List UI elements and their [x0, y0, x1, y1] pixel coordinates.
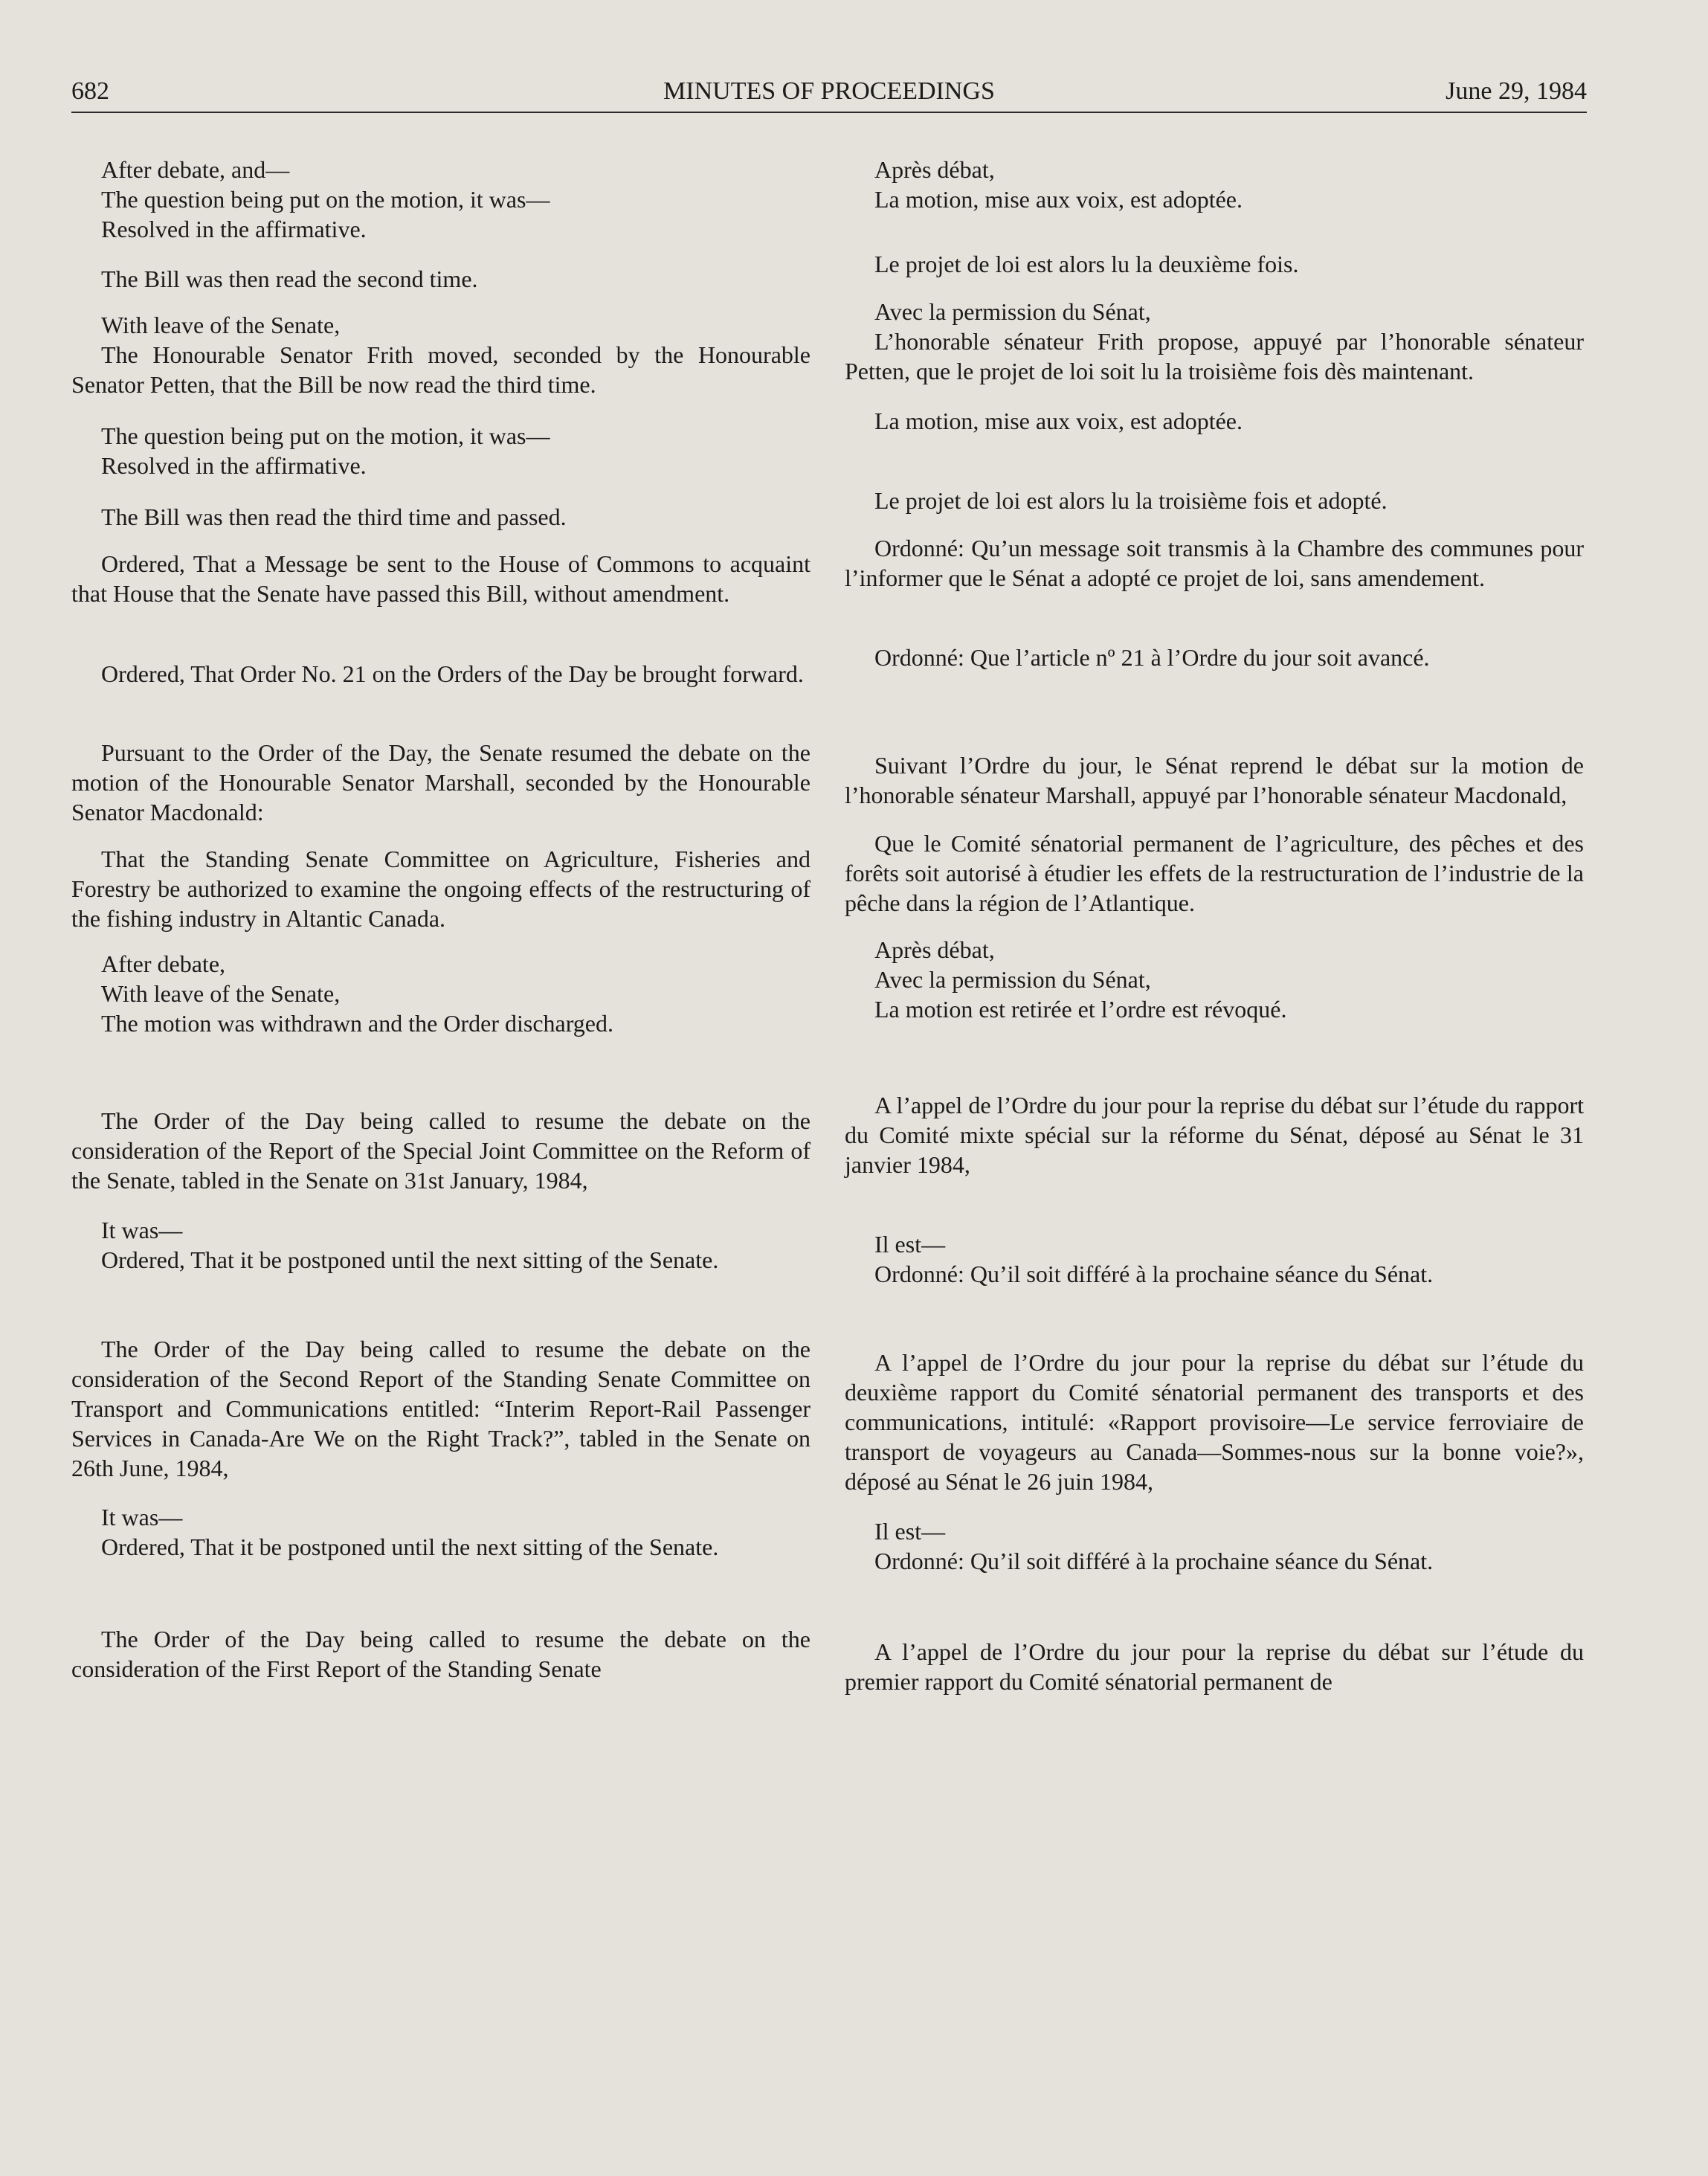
paragraph-en-5	[71, 502, 811, 532]
paragraph: Que le Comité sénatorial permanent de l’agriculture, des pêches et des forêts soit autorisé à étudier les effets de la restructuration de l’industrie de la pêche dans la région de l’Atlantique.	[845, 830, 1584, 916]
paragraph: La motion, mise aux voix, est adoptée.	[874, 408, 1243, 434]
paragraph: Ordered, That it be postponed until the next sitting of the Senate.	[101, 1246, 719, 1273]
line: Resolved in the affirmative.	[101, 452, 367, 479]
paragraph-fr-11	[845, 1090, 1584, 1179]
paragraph-fr-9	[845, 828, 1584, 918]
line: Resolved in the affirmative.	[101, 216, 367, 242]
paragraph-en-15	[71, 1624, 811, 1684]
paragraph: Ordered, That it be postponed until the next sitting of the Senate.	[101, 1533, 719, 1560]
line: After debate,	[101, 950, 226, 977]
paragraph-fr-6	[845, 533, 1584, 593]
french-column	[845, 155, 1584, 1696]
line: After debate, and—	[101, 156, 290, 183]
line: Ordonné: Qu’il soit différé à la prochaine séance du Sénat.	[874, 1261, 1434, 1287]
paragraph: The Order of the Day being called to resume the debate on the consideration of the Second Report of the Standing Senate Committee on Transport and Communications entitled: “Interim Report-Rail Passenger Services in Canada-Are We on the Right Track?”, tabled in the Senate on 26th June, 1984,	[71, 1336, 811, 1481]
paragraph: The Bill was then read the second time.	[101, 265, 478, 292]
paragraph-fr-2	[845, 249, 1584, 279]
paragraph: Ordered, That a Message be sent to the House of Commons to acquaint that House that the Senate have passed this Bill, without amendment.	[71, 550, 811, 607]
running-header	[71, 77, 1587, 115]
page-number: 682	[71, 77, 109, 105]
paragraph-en-7	[71, 659, 811, 689]
paragraph: The Bill was then read the third time and passed.	[101, 503, 567, 530]
line: La motion, mise aux voix, est adoptée.	[874, 186, 1243, 213]
paragraph: A l’appel de l’Ordre du jour pour la reprise du débat sur l’étude du premier rapport du Comité sénatorial permanent de	[845, 1638, 1584, 1695]
paragraph: Ordonné: Qu’un message soit transmis à la Chambre des communes pour l’informer que le Sénat a adopté ce projet de loi, sans amendement.	[845, 535, 1584, 591]
paragraph: Suivant l’Ordre du jour, le Sénat reprend le débat sur la motion de l’honorable sénateur Marshall, appuyé par l’honorable sénateur Macdonald,	[845, 752, 1584, 808]
paragraph-en-8	[71, 738, 811, 827]
paragraph-en-2	[71, 264, 811, 294]
paragraph: A l’appel de l’Ordre du jour pour la reprise du débat sur l’étude du deuxième rapport du Comité sénatorial permanent des transports et des communications, intitulé: «Rapport provisoire—Le service ferroviaire de transport de voyageurs au Canada—Sommes-nous sur la bonne voie?», déposé au Sénat le 26 juin 1984,	[845, 1349, 1584, 1495]
line: The motion was withdrawn and the Order discharged.	[101, 1010, 613, 1037]
paragraph-en-13	[71, 1334, 811, 1483]
paragraph-en-11	[71, 1106, 811, 1195]
line: Il est—	[874, 1518, 946, 1545]
line: Avec la permission du Sénat,	[874, 966, 1151, 993]
line: It was—	[101, 1217, 183, 1243]
page-title: MINUTES OF PROCEEDINGS	[663, 77, 995, 105]
line: Avec la permission du Sénat,	[874, 298, 1151, 325]
paragraph-fr-14	[845, 1516, 1584, 1576]
line: The question being put on the motion, it was—	[101, 422, 550, 449]
paragraph: A l’appel de l’Ordre du jour pour la reprise du débat sur l’étude du rapport du Comité mixte spécial sur la réforme du Sénat, déposé au Sénat le 31 janvier 1984,	[845, 1092, 1584, 1178]
paragraph-fr-3	[845, 297, 1584, 386]
paragraph: The Honourable Senator Frith moved, seconded by the Honourable Senator Petten, that the Bill be now read the third time.	[71, 341, 811, 398]
paragraph: Ordonné: Que l’article nº 21 à l’Ordre du jour soit avancé.	[874, 644, 1430, 671]
paragraph-en-12	[71, 1215, 811, 1275]
paragraph-fr-15	[845, 1637, 1584, 1696]
paragraph-en-10	[71, 949, 811, 1038]
paragraph-en-6	[71, 549, 811, 608]
paragraph-fr-1	[845, 155, 1584, 214]
line: With leave of the Senate,	[101, 312, 341, 338]
line: Il est—	[874, 1231, 946, 1258]
paragraph-fr-12	[845, 1229, 1584, 1289]
paragraph-fr-13	[845, 1348, 1584, 1496]
line: The question being put on the motion, it was—	[101, 186, 550, 213]
paragraph-en-9	[71, 844, 811, 933]
line: Après débat,	[874, 156, 995, 183]
line: It was—	[101, 1504, 183, 1530]
paragraph: L’honorable sénateur Frith propose, appuyé par l’honorable sénateur Petten, que le projet de loi soit lu la troisième fois dès maintenant.	[845, 328, 1584, 384]
line: La motion est retirée et l’ordre est révoqué.	[874, 996, 1287, 1023]
paragraph-fr-10	[845, 935, 1584, 1024]
paragraph: Le projet de loi est alors lu la troisième fois et adopté.	[874, 487, 1388, 514]
paragraph-en-1	[71, 155, 811, 244]
paragraph-en-3	[71, 310, 811, 399]
line: With leave of the Senate,	[101, 980, 341, 1007]
line: Ordonné: Qu’il soit différé à la prochaine séance du Sénat.	[874, 1548, 1434, 1574]
page-date: June 29, 1984	[1446, 77, 1587, 105]
paragraph: That the Standing Senate Committee on Agriculture, Fisheries and Forestry be authorized to examine the ongoing effects of the restructuring of the fishing industry in Altantic Canada.	[71, 846, 811, 932]
paragraph-fr-5	[845, 486, 1584, 515]
paragraph-fr-4	[845, 406, 1584, 436]
paragraph-fr-7	[845, 643, 1584, 672]
paragraph: The Order of the Day being called to resume the debate on the consideration of the Report of the Special Joint Committee on the Reform of the Senate, tabled in the Senate on 31st January, 1984,	[71, 1107, 811, 1194]
english-column	[71, 155, 811, 1684]
paragraph: Pursuant to the Order of the Day, the Senate resumed the debate on the motion of the Honourable Senator Marshall, seconded by the Honourable Senator Macdonald:	[71, 739, 811, 825]
paragraph-en-4	[71, 421, 811, 480]
paragraph-fr-8	[845, 750, 1584, 810]
paragraph-en-14	[71, 1502, 811, 1562]
header-rule	[71, 112, 1587, 113]
paragraph: Ordered, That Order No. 21 on the Orders of the Day be brought forward.	[101, 660, 804, 687]
paragraph: Le projet de loi est alors lu la deuxième fois.	[874, 251, 1299, 277]
paragraph: The Order of the Day being called to resume the debate on the consideration of the First Report of the Standing Senate	[71, 1626, 811, 1682]
line: Après débat,	[874, 936, 995, 963]
